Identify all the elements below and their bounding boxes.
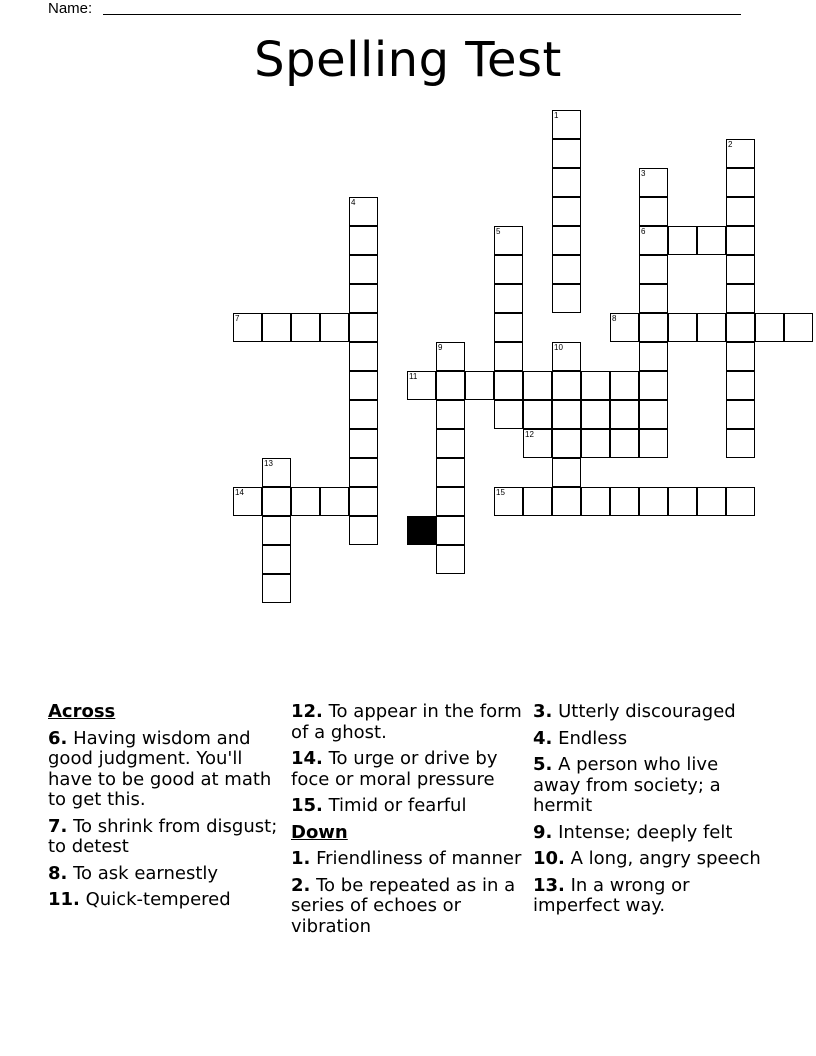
clue-item <box>291 876 527 938</box>
crossword-cell[interactable] <box>581 371 610 400</box>
crossword-cell[interactable] <box>494 371 523 400</box>
clue-text: Friendliness of manner <box>310 848 522 869</box>
clue-text: Timid or fearful <box>322 795 467 816</box>
clue-item <box>48 864 284 885</box>
crossword-cell[interactable] <box>552 284 581 313</box>
crossword-cell[interactable] <box>552 429 581 458</box>
crossword-cell[interactable] <box>436 458 465 487</box>
crossword-cell[interactable] <box>262 313 291 342</box>
crossword-cell[interactable] <box>610 487 639 516</box>
clue-item <box>291 849 527 870</box>
clue-item <box>291 749 527 790</box>
crossword-cell[interactable] <box>407 371 436 400</box>
crossword-cell[interactable] <box>523 429 552 458</box>
crossword-cell[interactable] <box>726 284 755 313</box>
crossword-cell[interactable] <box>349 284 378 313</box>
black-cell <box>407 516 436 545</box>
crossword-cell[interactable] <box>726 168 755 197</box>
crossword-cell[interactable] <box>639 284 668 313</box>
crossword-cell[interactable] <box>784 313 813 342</box>
crossword-cell[interactable] <box>726 342 755 371</box>
crossword-cell[interactable] <box>349 429 378 458</box>
clues-column-1 <box>48 702 284 917</box>
crossword-cell[interactable] <box>494 226 523 255</box>
clue-item <box>533 823 769 844</box>
crossword-cell[interactable] <box>349 313 378 342</box>
crossword-cell[interactable] <box>755 313 784 342</box>
clue-item <box>48 729 284 811</box>
crossword-cell[interactable] <box>697 313 726 342</box>
clue-number-8: 8 <box>612 314 617 323</box>
clue-number: 5. <box>533 754 553 775</box>
clue-number-4: 4 <box>351 198 356 207</box>
crossword-cell[interactable] <box>697 226 726 255</box>
crossword-cell[interactable] <box>552 400 581 429</box>
crossword-cell[interactable] <box>436 516 465 545</box>
clue-number: 10. <box>533 848 565 869</box>
clue-text: A long, angry speech <box>564 848 761 869</box>
crossword-cell[interactable] <box>436 429 465 458</box>
crossword-cell[interactable] <box>726 429 755 458</box>
clue-number-5: 5 <box>496 227 501 236</box>
clue-number: 12. <box>291 701 323 722</box>
clue-text: Utterly discouraged <box>552 701 736 722</box>
clue-text: To urge or drive by foce or moral pressure <box>291 748 498 790</box>
crossword-cell[interactable] <box>668 313 697 342</box>
clue-item <box>291 796 527 817</box>
crossword-cell[interactable] <box>726 255 755 284</box>
clue-text: In a wrong or imperfect way. <box>533 874 690 916</box>
crossword-cell[interactable] <box>552 226 581 255</box>
crossword-cell[interactable] <box>494 342 523 371</box>
clue-number-6: 6 <box>641 227 646 236</box>
crossword-cell[interactable] <box>552 110 581 139</box>
down-heading: Down <box>291 821 348 843</box>
crossword-cell[interactable] <box>726 487 755 516</box>
clue-number-10: 10 <box>554 343 563 352</box>
crossword-cell[interactable] <box>436 371 465 400</box>
crossword-cell[interactable] <box>523 487 552 516</box>
crossword-cell[interactable] <box>233 487 262 516</box>
clues-column-3 <box>533 702 769 923</box>
clue-number: 2. <box>291 874 311 896</box>
clue-item <box>533 849 769 870</box>
clue-text: Endless <box>552 727 628 749</box>
clue-number-2: 2 <box>728 140 733 149</box>
crossword-cell[interactable] <box>349 371 378 400</box>
clue-item <box>291 702 527 743</box>
clue-number: 4. <box>533 727 553 749</box>
crossword-cell[interactable] <box>436 400 465 429</box>
crossword-cell[interactable] <box>726 400 755 429</box>
crossword-cell[interactable] <box>494 313 523 342</box>
crossword-cell[interactable] <box>320 313 349 342</box>
crossword-cell[interactable] <box>581 487 610 516</box>
crossword-cell[interactable] <box>349 342 378 371</box>
crossword-cell[interactable] <box>726 139 755 168</box>
crossword-cell[interactable] <box>581 429 610 458</box>
crossword-cell[interactable] <box>726 313 755 342</box>
clue-number-7: 7 <box>235 314 240 323</box>
crossword-cell[interactable] <box>349 255 378 284</box>
crossword-cell[interactable] <box>639 429 668 458</box>
crossword-cell[interactable] <box>465 371 494 400</box>
clue-item <box>533 729 769 750</box>
page-title: Spelling Test <box>254 32 562 88</box>
clue-number-15: 15 <box>496 488 505 497</box>
crossword-cell[interactable] <box>349 197 378 226</box>
clue-text: Quick-tempered <box>79 889 231 910</box>
across-heading: Across <box>48 701 116 722</box>
clue-number: 7. <box>48 815 68 837</box>
clue-number-11: 11 <box>409 372 418 381</box>
crossword-cell[interactable] <box>639 255 668 284</box>
clue-text: To shrink from disgust; to detest <box>48 815 278 857</box>
clue-number: 15. <box>291 795 323 816</box>
crossword-cell[interactable] <box>639 487 668 516</box>
crossword-cell[interactable] <box>639 313 668 342</box>
crossword-cell[interactable] <box>552 197 581 226</box>
clue-text: Intense; deeply felt <box>552 821 733 843</box>
crossword-cell[interactable] <box>494 255 523 284</box>
crossword-cell[interactable] <box>610 400 639 429</box>
crossword-cell[interactable] <box>552 255 581 284</box>
clue-text: To be repeated as in a series of echoes or vibration <box>291 874 516 937</box>
clue-number-13: 13 <box>264 459 273 468</box>
clue-text: A person who live away from society; a hermit <box>533 754 721 816</box>
clue-number: 11. <box>48 889 80 910</box>
crossword-cell[interactable] <box>726 197 755 226</box>
crossword-cell[interactable] <box>494 284 523 313</box>
clue-number: 3. <box>533 701 553 722</box>
crossword-cell[interactable] <box>552 458 581 487</box>
crossword-cell[interactable] <box>291 313 320 342</box>
clue-number: 9. <box>533 821 553 843</box>
clue-text: To appear in the form of a ghost. <box>291 701 522 743</box>
crossword-cell[interactable] <box>552 487 581 516</box>
crossword-cell[interactable] <box>349 458 378 487</box>
crossword-cell[interactable] <box>639 197 668 226</box>
crossword-cell[interactable] <box>291 487 320 516</box>
crossword-cell[interactable] <box>697 487 726 516</box>
crossword-cell[interactable] <box>610 371 639 400</box>
clue-number-9: 9 <box>438 343 443 352</box>
clue-number: 8. <box>48 862 68 884</box>
clue-number: 14. <box>291 748 323 769</box>
crossword-cell[interactable] <box>668 487 697 516</box>
crossword-cell[interactable] <box>552 168 581 197</box>
clue-number-12: 12 <box>525 430 534 439</box>
clue-number-14: 14 <box>235 488 244 497</box>
clue-text: Having wisdom and good judgment. You'll have to be good at math to get this. <box>48 727 272 810</box>
crossword-cell[interactable] <box>668 226 697 255</box>
crossword-cell[interactable] <box>639 371 668 400</box>
clue-number: 1. <box>291 848 311 869</box>
crossword-cell[interactable] <box>581 400 610 429</box>
clue-number: 13. <box>533 874 565 896</box>
clue-text: To ask earnestly <box>67 862 219 884</box>
crossword-cell[interactable] <box>639 342 668 371</box>
crossword-cell[interactable] <box>494 400 523 429</box>
crossword-cell[interactable] <box>349 487 378 516</box>
crossword-cell[interactable] <box>436 487 465 516</box>
crossword-cell[interactable] <box>233 313 262 342</box>
crossword-cell[interactable] <box>349 516 378 545</box>
crossword-cell[interactable] <box>436 342 465 371</box>
crossword-cell[interactable] <box>262 487 291 516</box>
crossword-cell[interactable] <box>320 487 349 516</box>
crossword-cell[interactable] <box>552 342 581 371</box>
crossword-cell[interactable] <box>639 226 668 255</box>
clue-item <box>533 702 769 723</box>
crossword-cell[interactable] <box>262 516 291 545</box>
clue-number-1: 1 <box>554 111 559 120</box>
name-field-label: Name: <box>48 0 93 17</box>
crossword-cell[interactable] <box>349 226 378 255</box>
clue-item <box>48 890 284 911</box>
clues-column-2 <box>291 702 527 943</box>
crossword-cell[interactable] <box>523 400 552 429</box>
crossword-cell[interactable] <box>436 545 465 574</box>
clue-item <box>533 755 769 817</box>
crossword-cell[interactable] <box>726 226 755 255</box>
crossword-cell[interactable] <box>349 400 378 429</box>
clue-number: 6. <box>48 727 68 749</box>
crossword-cell[interactable] <box>262 458 291 487</box>
crossword-cell[interactable] <box>610 429 639 458</box>
crossword-cell[interactable] <box>639 168 668 197</box>
crossword-cell[interactable] <box>552 139 581 168</box>
crossword-cell[interactable] <box>610 313 639 342</box>
crossword-cell[interactable] <box>494 487 523 516</box>
clue-item <box>533 876 769 917</box>
crossword-cell[interactable] <box>523 371 552 400</box>
crossword-cell[interactable] <box>639 400 668 429</box>
clue-item <box>48 817 284 858</box>
crossword-cell[interactable] <box>262 545 291 574</box>
crossword-cell[interactable] <box>262 574 291 603</box>
crossword-cell[interactable] <box>552 371 581 400</box>
clue-number-3: 3 <box>641 169 646 178</box>
crossword-cell[interactable] <box>726 371 755 400</box>
